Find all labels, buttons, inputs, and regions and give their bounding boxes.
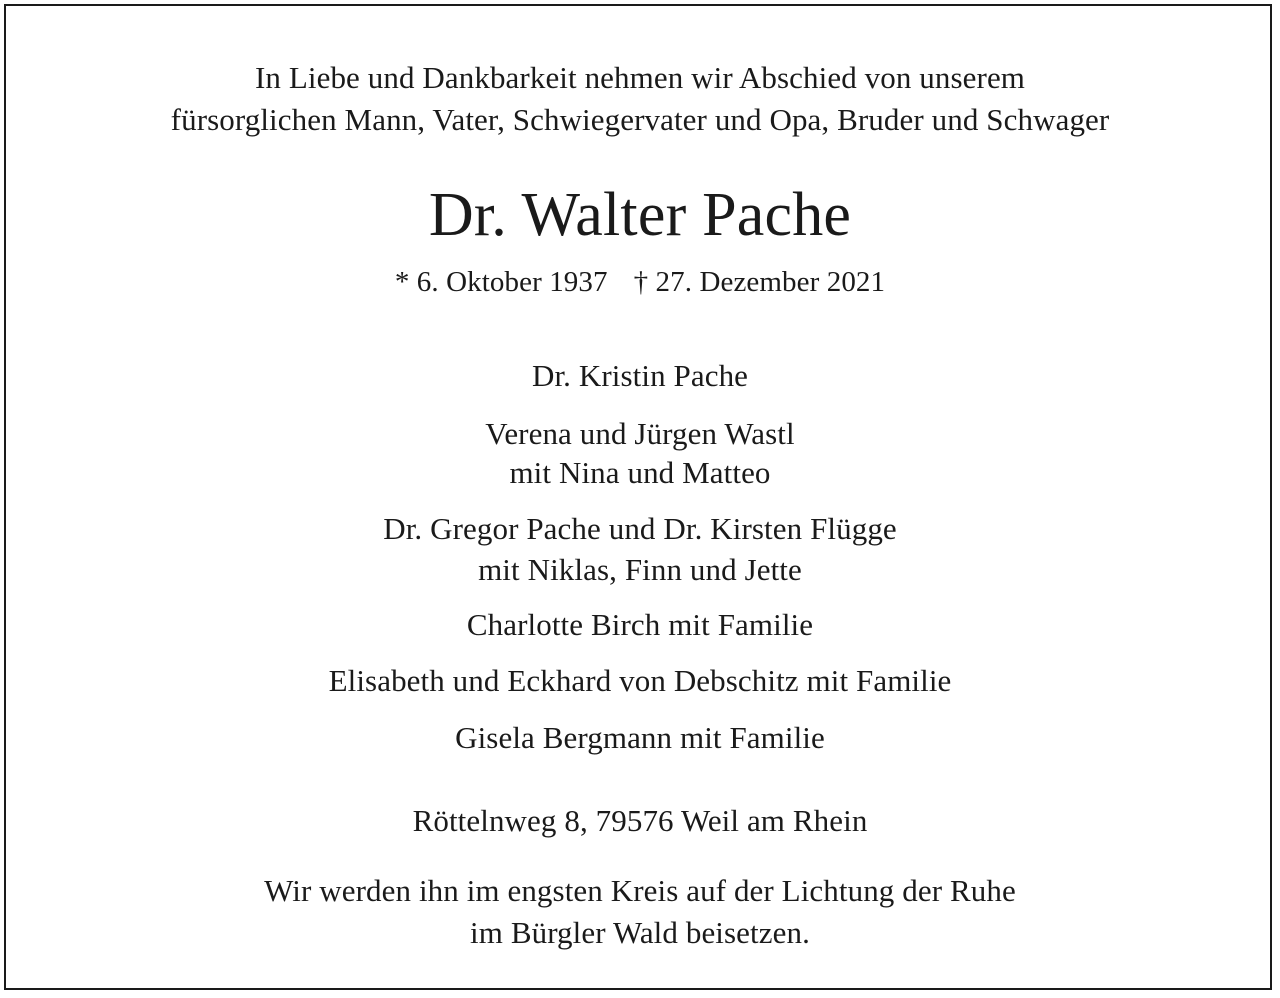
birth-date: * 6. Oktober 1937 <box>394 266 608 298</box>
mourner-3-line-1: Dr. Gregor Pache und Dr. Kirsten Flügge <box>383 511 897 546</box>
life-dates <box>0 262 1280 302</box>
mourner-5: Elisabeth und Eckhard von Debschitz mit Familie <box>328 663 952 698</box>
address: Röttelnweg 8, 79576 Weil am Rhein <box>412 803 868 838</box>
mourner-2-line-2: mit Nina und Matteo <box>509 455 771 490</box>
mourner-3-line-2: mit Niklas, Finn und Jette <box>478 552 802 587</box>
intro-line-2: fürsorglichen Mann, Vater, Schwiegervater und Opa, Bruder und Schwager <box>170 102 1110 137</box>
mourner-4: Charlotte Birch mit Familie <box>466 607 814 642</box>
mourner-2-line-1: Verena und Jürgen Wastl <box>485 416 795 451</box>
death-date: † 27. Dezember 2021 <box>633 266 886 298</box>
notice-border <box>4 4 1272 990</box>
mourner-1: Dr. Kristin Pache <box>531 358 749 393</box>
mourner-6: Gisela Bergmann mit Familie <box>455 720 825 755</box>
burial-line-1: Wir werden ihn im engsten Kreis auf der Lichtung der Ruhe <box>264 873 1016 908</box>
burial-line-2: im Bürgler Wald beisetzen. <box>470 915 810 950</box>
deceased-name: Dr. Walter Pache <box>428 181 852 249</box>
intro-line-1: In Liebe und Dankbarkeit nehmen wir Abschied von unserem <box>254 60 1026 95</box>
